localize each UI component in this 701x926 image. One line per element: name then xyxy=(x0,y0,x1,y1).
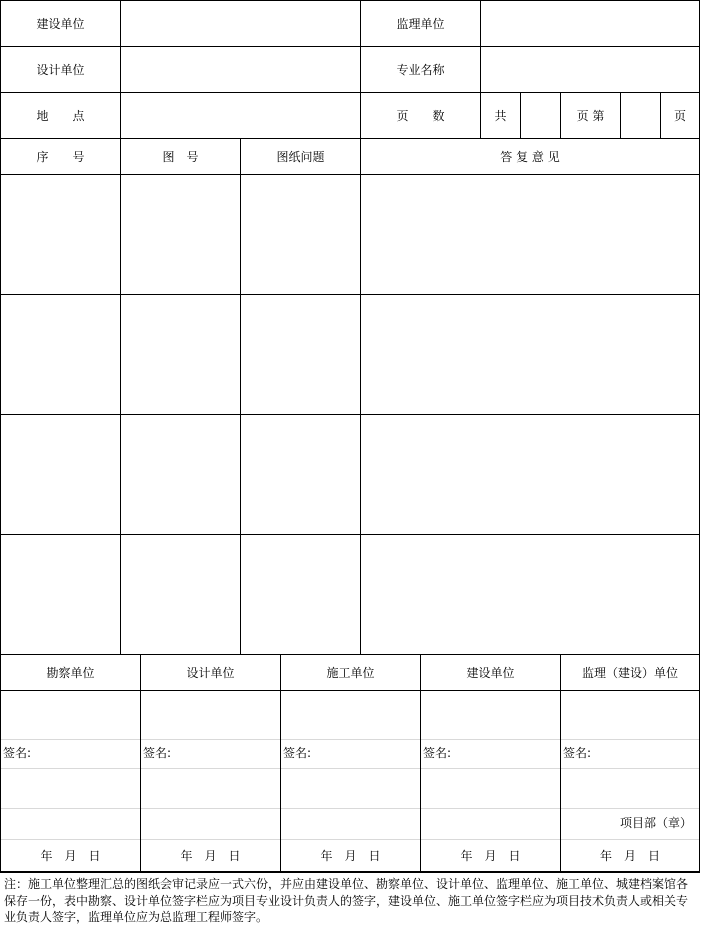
table-row-1-reply[interactable] xyxy=(360,174,700,295)
table-row-4-issue[interactable] xyxy=(240,534,361,655)
table-row-4-reply[interactable] xyxy=(360,534,700,655)
table-row-4-serial[interactable] xyxy=(0,534,121,655)
table-row-2-drawing-no[interactable] xyxy=(120,294,241,415)
signature-label-supervision: 签名: xyxy=(563,746,592,760)
table-row-3-serial[interactable] xyxy=(0,414,121,535)
signature-label-owner: 签名: xyxy=(423,746,452,760)
sign-unit-construction-label: 施工单位 xyxy=(326,665,375,680)
table-row-1-drawing-no[interactable] xyxy=(120,174,241,295)
sign-grid-line-3 xyxy=(1,808,699,809)
date-label-design: 年 月 日 xyxy=(180,849,241,863)
sign-grid-line-2 xyxy=(1,768,699,769)
sign-unit-supervision-label: 监理（建设）单位 xyxy=(581,665,678,680)
design-unit-label: 设计单位 xyxy=(36,62,85,77)
page-end-label: 页 xyxy=(673,108,686,123)
table-row-3-reply[interactable] xyxy=(360,414,700,535)
table-row-3-issue[interactable] xyxy=(240,414,361,535)
table-row-2-reply[interactable] xyxy=(360,294,700,415)
sign-unit-survey-label: 勘察单位 xyxy=(46,665,95,680)
signature-label-survey: 签名: xyxy=(3,746,32,760)
date-label-survey: 年 月 日 xyxy=(40,849,101,863)
pages-total-label: 共 xyxy=(494,108,507,123)
location-label: 地 点 xyxy=(36,108,85,123)
construction-unit-value[interactable] xyxy=(120,0,361,47)
table-row-1-serial[interactable] xyxy=(0,174,121,295)
design-unit-value[interactable] xyxy=(120,46,361,93)
table-bottom-border xyxy=(0,871,700,873)
pages-label: 页 数 xyxy=(396,108,445,123)
footnote: 注：施工单位整理汇总的图纸会审记录应一式六份，并应由建设单位、勘察单位、设计单位、监理单位、施工单位、城建档案馆各保存一份，表中勘察、设计单位签字栏应为项目专业设计负责人的签字，建设单位、施工单位签字栏应为项目技术负责人或相关专业负责人签字，监理单位应为总监理工程师签字。 xyxy=(4,877,689,924)
col-header-drawing-no-label: 图 号 xyxy=(162,149,199,164)
specialty-label: 专业名称 xyxy=(396,62,445,77)
col-header-reply-label: 答 复 意 见 xyxy=(500,149,560,164)
table-row-3-drawing-no[interactable] xyxy=(120,414,241,535)
col-header-serial-label: 序 号 xyxy=(36,149,85,164)
table-row-2-serial[interactable] xyxy=(0,294,121,415)
sign-unit-design-label: 设计单位 xyxy=(186,665,235,680)
supervision-unit-label: 监理单位 xyxy=(396,16,445,31)
table-row-2-issue[interactable] xyxy=(240,294,361,415)
project-seal-label: 项目部（章） xyxy=(620,816,693,830)
signature-label-design: 签名: xyxy=(143,746,172,760)
table-row-4-drawing-no[interactable] xyxy=(120,534,241,655)
sign-grid-line-1 xyxy=(1,739,699,740)
page-number-value[interactable] xyxy=(620,92,661,139)
col-header-issue-label: 图纸问题 xyxy=(276,149,325,164)
table-row-1-issue[interactable] xyxy=(240,174,361,295)
page-sep-label: 页 第 xyxy=(576,108,605,123)
specialty-value[interactable] xyxy=(480,46,700,93)
signature-label-construction: 签名: xyxy=(283,746,312,760)
location-value[interactable] xyxy=(120,92,361,139)
construction-unit-label: 建设单位 xyxy=(36,16,85,31)
date-label-supervision: 年 月 日 xyxy=(599,849,660,863)
date-label-owner: 年 月 日 xyxy=(460,849,521,863)
sign-unit-owner-label: 建设单位 xyxy=(466,665,515,680)
supervision-unit-value[interactable] xyxy=(480,0,700,47)
pages-total-value[interactable] xyxy=(520,92,561,139)
date-label-construction: 年 月 日 xyxy=(320,849,381,863)
